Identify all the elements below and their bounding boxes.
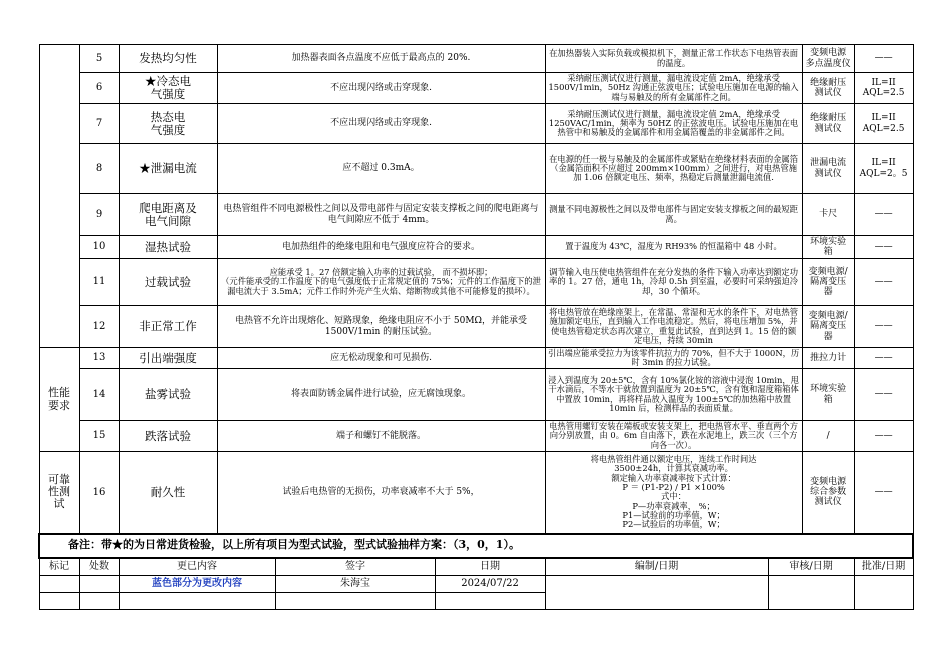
inspection-table (38, 44, 914, 610)
instrument: 推拉力计 (802, 348, 854, 369)
instrument: 变频电源 多点温度仪 (802, 45, 854, 73)
footer-reviewed-header: 审核/日期 (768, 558, 854, 576)
requirement: 应无松动现象和可见损伤. (217, 348, 545, 369)
item-name: 过载试验 (119, 259, 217, 306)
footer-signature (275, 592, 435, 609)
requirement: 电热管组件不同电源极性之间以及带电部件与固定安装支撑板之间的爬电距离与电气间隙应不低于 4mm。 (217, 194, 545, 236)
test-method: 在电源的任一极与易触及的金属部件或紧贴在绝缘材料表面的金属箔（金属箔面积不应超过 200mm×100mm）之间进行，对电热管施加 1.06 倍额定电压、频率，热稳定后测量泄漏电流值. (545, 144, 802, 194)
item-name: 非正常工作 (119, 306, 217, 348)
item-number: 14 (79, 369, 119, 421)
item-name: ★冷态电 气强度 (119, 73, 217, 104)
item-number: 12 (79, 306, 119, 348)
inspection-level: —— (854, 369, 913, 421)
inspection-level: —— (854, 45, 913, 73)
inspection-level: IL=II AQL=2。5 (854, 144, 913, 194)
item-number: 7 (79, 104, 119, 144)
table-row (39, 259, 913, 306)
inspection-level: —— (854, 452, 913, 534)
note-row (39, 534, 913, 558)
item-number: 9 (79, 194, 119, 236)
footer-mark (39, 592, 79, 609)
item-name: 湿热试验 (119, 236, 217, 259)
item-name: 盐雾试验 (119, 369, 217, 421)
footer-approved (854, 575, 913, 609)
footer-content-header: 更已内容 (119, 558, 275, 576)
item-name: 跌落试验 (119, 421, 217, 452)
footer-mark-header: 标记 (39, 558, 79, 576)
test-method: 浸入到温度为 20±5℃，含有 10%氯化铵的溶液中浸泡 10min，甩干水滴后，不等水干就放置到温度为 20±5℃，含有饱和湿度箱箱体中置放 10min，再将样品放入温度为 100±5℃的加热箱中放置 10min 后，检测样品的表面质量。 (545, 369, 802, 421)
inspection-level: —— (854, 194, 913, 236)
table-row (39, 236, 913, 259)
test-method: 将电热管放在绝缘座架上，在常温、常湿和无水的条件下，对电热管施加额定电压，直到输入工作电流稳定。然后，将电压增加 5%，并使电热管稳定状态再次建立，重复此试验，直到达到 1。15 倍的额定电压，持续 30min (545, 306, 802, 348)
instrument: 环境实验 箱 (802, 236, 854, 259)
footer-header-row (39, 558, 913, 576)
category-reliability: 可靠 性测 试 (39, 452, 79, 534)
item-number: 13 (79, 348, 119, 369)
inspection-level: —— (854, 306, 913, 348)
footer-signature: 朱海宝 (275, 575, 435, 592)
instrument: / (802, 421, 854, 452)
requirement: 试验后电热管的无损伤，功率衰减率不大于 5%， (217, 452, 545, 534)
inspection-level: —— (854, 259, 913, 306)
instrument: 变频电源 综合参数 测试仪 (802, 452, 854, 534)
table-row (39, 73, 913, 104)
instrument: 绝缘耐压 测试仪 (802, 73, 854, 104)
footer-prepared (545, 575, 768, 609)
category-performance: 性能 要求 (39, 348, 79, 452)
requirement: 应能承受 1。27 倍额定输入功率的过载试验， 而不损坏即； （元件能承受的工作温度下的电气强度低于正常规定值的 75%；元件的工作温度下的泄漏电流大于 3.5mA；元件工作时外壳产生火焰、熔断物或其他不可能修复的损坏）。 (217, 259, 545, 306)
table-row (39, 45, 913, 73)
footer-change-content: 蓝色部分为更改内容 (119, 575, 275, 592)
test-method: 电热管用螺钉安装在端板或安装支架上，把电热管水平、垂直两个方向分别放置，由 0。6m 自由落下，跌在水泥地上，跌三次（三个方向各一次）。 (545, 421, 802, 452)
item-name: 引出端强度 (119, 348, 217, 369)
footer-date: 2024/07/22 (435, 575, 545, 592)
instrument: 变频电源/ 隔离变压 器 (802, 306, 854, 348)
requirement: 电加热组件的绝缘电阻和电气强度应符合的要求。 (217, 236, 545, 259)
requirement: 不应出现闪络或击穿现象. (217, 104, 545, 144)
table-row (39, 306, 913, 348)
test-method: 将电热管组件通以额定电压，连续工作时间达 3500±24h，计算其衰减功率。 额定输入功率衰减率按下式计算： P ＝ (P1-P2) / P1 ×100% 式中： P—功率衰减率， %； P1—试验前的功率值，W； P2—试验后的功率值，W； (545, 452, 802, 534)
instrument: 卡尺 (802, 194, 854, 236)
item-number: 16 (79, 452, 119, 534)
footer-reviewed (768, 575, 854, 609)
item-name: 爬电距离及 电气间隙 (119, 194, 217, 236)
footer-count (79, 592, 119, 609)
table-row (39, 421, 913, 452)
item-name: 耐久性 (119, 452, 217, 534)
inspection-level: IL=II AQL=2.5 (854, 104, 913, 144)
item-number: 10 (79, 236, 119, 259)
footer-sign-header: 签字 (275, 558, 435, 576)
footer-change-content (119, 592, 275, 609)
table-row (39, 348, 913, 369)
item-name: 发热均匀性 (119, 45, 217, 73)
instrument: 绝缘耐压 测试仪 (802, 104, 854, 144)
table-row (39, 194, 913, 236)
item-name: 热态电 气强度 (119, 104, 217, 144)
instrument: 环境实验 箱 (802, 369, 854, 421)
item-number: 6 (79, 73, 119, 104)
footer-count-header: 处数 (79, 558, 119, 576)
table-row (39, 452, 913, 534)
test-method: 引出端应能承受拉力为该零件抗拉力的 70%，但不大于 1000N，历时 3min 的拉力试验。 (545, 348, 802, 369)
item-number: 5 (79, 45, 119, 73)
table-row (39, 104, 913, 144)
requirement: 应不超过 0.3mA。 (217, 144, 545, 194)
requirement: 不应出现闪络或击穿现象. (217, 73, 545, 104)
item-number: 15 (79, 421, 119, 452)
item-number: 11 (79, 259, 119, 306)
footer-mark (39, 575, 79, 592)
requirement: 将表面防锈金属件进行试验，应无腐蚀现象。 (217, 369, 545, 421)
test-method: 置于温度为 43℃，湿度为 RH93% 的恒温箱中 48 小时。 (545, 236, 802, 259)
inspection-level: IL=II AQL=2.5 (854, 73, 913, 104)
footer-date (435, 592, 545, 609)
test-method: 在加热器装入实际负载或模拟机下，测量正常工作状态下电热管表面的温度。 (545, 45, 802, 73)
sampling-note: 备注：带★的为日常进货检验，以上所有项目为型式试验，型式试验抽样方案：（3，0，1）。 (39, 534, 913, 558)
test-method: 采纳耐压测试仪进行测量，漏电流设定值 2mA，绝缘承受 1250VAC/1min，频率为 50HZ 的正弦波电压。试验电压施加在电热管中和易触及的金属部件和用金属箔覆盖的非金属部件之间。 (545, 104, 802, 144)
instrument: 变频电源/ 隔离变压 器 (802, 259, 854, 306)
instrument: 泄漏电流 测试仪 (802, 144, 854, 194)
requirement: 电热管不允许出现熔化、短路现象，绝缘电阻应不小于 50MΩ，并能承受 1500V/1min 的耐压试验。 (217, 306, 545, 348)
inspection-level: —— (854, 421, 913, 452)
footer-date-header: 日期 (435, 558, 545, 576)
inspection-level: —— (854, 236, 913, 259)
item-number: 8 (79, 144, 119, 194)
table-row (39, 144, 913, 194)
category-cell-blank (39, 45, 79, 348)
spec-sheet (38, 44, 912, 610)
test-method: 测量不同电源极性之间以及带电部件与固定安装支撑板之间的最短距离。 (545, 194, 802, 236)
inspection-level: —— (854, 348, 913, 369)
footer-row (39, 575, 913, 592)
table-row (39, 369, 913, 421)
test-method: 调节输入电压使电热管组件在充分发热的条件下输入功率达到额定功率的 1。27 倍，通电 1h，冷却 0.5h 到室温，必要时可采纳强迫冷却，30 个循环。 (545, 259, 802, 306)
test-method: 采纳耐压测试仪进行测量，漏电流设定值 2mA，绝缘承受 1500V/1min，50Hz 沟通正弦波电压；试验电压施加在电源的输入端与易触及的所有金属部件之间。 (545, 73, 802, 104)
footer-approved-header: 批准/日期 (854, 558, 913, 576)
item-name: ★泄漏电流 (119, 144, 217, 194)
requirement: 端子和螺钉不能脱落。 (217, 421, 545, 452)
requirement: 加热器表面各点温度不应低于最高点的 20%. (217, 45, 545, 73)
footer-prepared-header: 编制/日期 (545, 558, 768, 576)
footer-count (79, 575, 119, 592)
